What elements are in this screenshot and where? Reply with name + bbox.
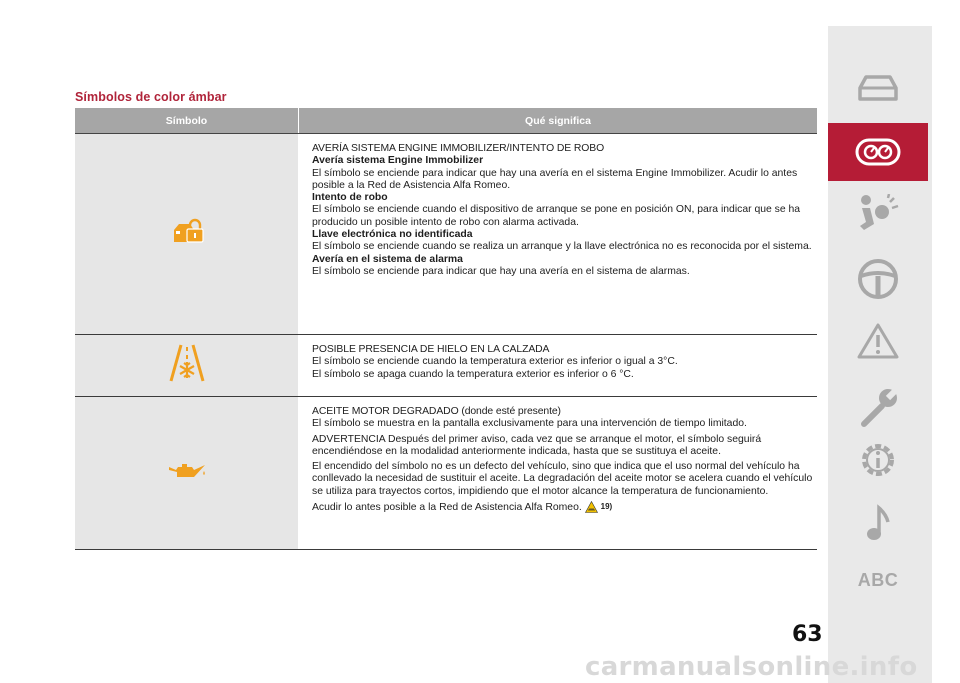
warning-reference[interactable] xyxy=(585,501,613,513)
table-header xyxy=(75,108,817,134)
oil-can-icon xyxy=(167,461,207,486)
symbol-cell xyxy=(75,134,298,334)
symbols-table xyxy=(75,108,817,550)
music-note-icon xyxy=(858,504,898,544)
paragraph xyxy=(312,501,813,514)
header-meaning: Qué significa xyxy=(299,108,817,133)
subheading: Avería en el sistema de alarma xyxy=(312,253,463,265)
sidebar-item-maintenance[interactable] xyxy=(828,386,928,430)
wrench-icon xyxy=(856,386,900,430)
symbol-cell xyxy=(75,335,298,396)
paragraph: El símbolo se enciende para indicar que hay una avería en el sistema Engine Immobilizer. Acudir lo antes posible a la Red de Asistencia Alfa Romeo. xyxy=(312,167,798,191)
symbol-cell xyxy=(75,397,298,549)
sidebar-item-driving[interactable] xyxy=(828,258,928,300)
paragraph-text: Acudir lo antes posible a la Red de Asistencia Alfa Romeo. xyxy=(312,501,582,513)
warning-ref-number: 19) xyxy=(600,502,613,512)
subheading: Llave electrónica no identificada xyxy=(312,229,473,241)
page-number: 63 xyxy=(792,622,823,647)
paragraph: El símbolo se enciende cuando la temperatura exterior es inferior o igual a 3°C. xyxy=(312,356,678,368)
chapter-sidebar xyxy=(828,26,932,683)
watermark: carmanualsonline.info xyxy=(585,652,918,682)
header-symbol: Símbolo xyxy=(75,108,298,133)
table-row xyxy=(75,397,817,550)
sidebar-item-dashboard[interactable] xyxy=(828,138,928,166)
dashboard-gauges-icon xyxy=(855,138,901,166)
paragraph: El símbolo se apaga cuando la temperatura exterior es inferior o 6 °C. xyxy=(312,368,634,380)
section-title: Símbolos de color ámbar xyxy=(75,90,227,104)
symbol-heading: AVERÍA SISTEMA ENGINE IMMOBILIZER/INTENTO DE ROBO xyxy=(312,143,605,154)
airbag-seat-icon xyxy=(856,194,900,234)
paragraph: El símbolo se muestra en la pantalla exclusivamente para una intervención de tiempo limitado. xyxy=(312,418,747,430)
padlock-with-car-icon xyxy=(170,218,204,251)
symbol-heading: ACEITE MOTOR DEGRADADO (donde esté presente) xyxy=(312,406,561,417)
info-gear-icon xyxy=(856,438,900,482)
table-row xyxy=(75,335,817,397)
icy-road-snowflake-icon xyxy=(167,343,207,388)
steering-wheel-icon xyxy=(857,258,899,300)
paragraph: El símbolo se enciende cuando el dispositivo de arranque se pone en posición ON, para indicar que se ha producido un posible intento de robo con alarma activada. xyxy=(312,204,801,228)
sidebar-item-index[interactable] xyxy=(828,570,928,591)
subheading: Intento de robo xyxy=(312,192,388,204)
car-icon xyxy=(856,72,900,106)
subheading: Avería sistema Engine Immobilizer xyxy=(312,155,484,167)
sidebar-item-emergency[interactable] xyxy=(828,322,928,360)
table-row xyxy=(75,134,817,335)
meaning-cell xyxy=(299,335,817,396)
paragraph: El símbolo se enciende cuando se realiza un arranque y la llave electrónica no es reconocida por el sistema. xyxy=(312,241,812,253)
meaning-cell xyxy=(299,134,817,334)
sidebar-item-safety[interactable] xyxy=(828,194,928,234)
warning-triangle-icon xyxy=(856,322,900,360)
paragraph: El símbolo se enciende para indicar que hay una avería en el sistema de alarmas. xyxy=(312,265,690,277)
paragraph: ADVERTENCIA Después del primer aviso, cada vez que se arranque el motor, el símbolo seguirá encendiéndose en la modalidad anteriormente indicada, hasta que se sustituya el aceite. xyxy=(312,433,762,457)
meaning-cell xyxy=(299,397,817,549)
symbol-heading: POSIBLE PRESENCIA DE HIELO EN LA CALZADA xyxy=(312,344,550,355)
sidebar-item-multimedia[interactable] xyxy=(828,504,928,544)
sidebar-item-technical-data[interactable] xyxy=(828,438,928,482)
warning-triangle-icon xyxy=(585,501,598,513)
index-abc-label: ABC xyxy=(857,570,899,590)
sidebar-item-car[interactable] xyxy=(828,72,928,106)
paragraph: El encendido del símbolo no es un defecto del vehículo, sino que indica que el uso normal del vehículo ha conllevado la necesidad de sustituir el aceite. La degradación del aceite motor se acelera cuando el vehículo se utiliza para trayectos cortos, impidiendo que el motor alcance la temperatura de funcionamiento. xyxy=(312,461,813,497)
